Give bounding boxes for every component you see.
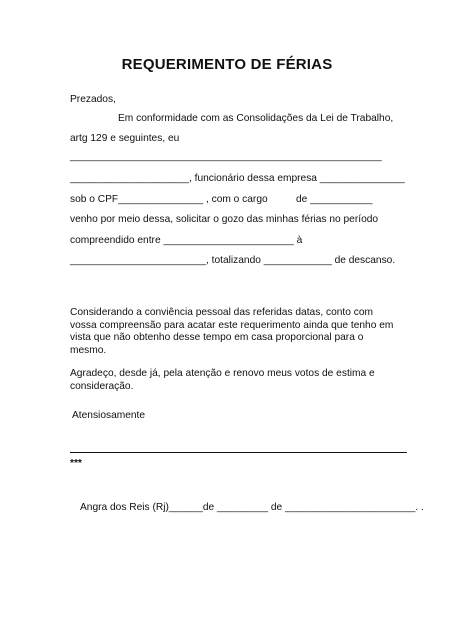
signature-line	[70, 452, 407, 453]
paragraph-convenience: Considerando a conviência pessoal das referidas datas, conto com vossa compreensão para acatar este requerimento ainda que tenho em vista que não obtenho desse tempo em casa proporcional para o mesmo.	[70, 307, 394, 356]
paragraph-thanks: Agradeço, desde já, pela atenção e renovo meus votos de estima e consideração.	[70, 368, 375, 392]
period-line: compreendido entre _______________________ à	[70, 235, 303, 246]
employee-line: _____________________, funcionário dessa empresa _______________	[70, 173, 405, 184]
blank-name-line: _______________________________________________________	[70, 151, 382, 162]
place-date-line: Angra dos Reis (Rj)______de _________ de _______________________. .	[80, 502, 424, 513]
document-title: REQUERIMENTO DE FÉRIAS	[121, 56, 333, 73]
greeting: Prezados,	[70, 94, 116, 105]
closing: Atensiosamente	[72, 410, 146, 421]
total-line: ________________________, totalizando ____________ de descanso.	[70, 255, 396, 266]
intro-line-2: artg 129 e seguintes, eu	[70, 133, 180, 144]
signature-marker: ***	[70, 458, 82, 469]
intro-line-1: Em conformidade com as Consolidações da Lei de Trabalho,	[118, 113, 394, 124]
request-line: venho por meio dessa, solicitar o gozo das minhas férias no período	[70, 214, 379, 225]
cpf-line: sob o CPF_______________ , com o cargo de ___________	[70, 194, 373, 205]
